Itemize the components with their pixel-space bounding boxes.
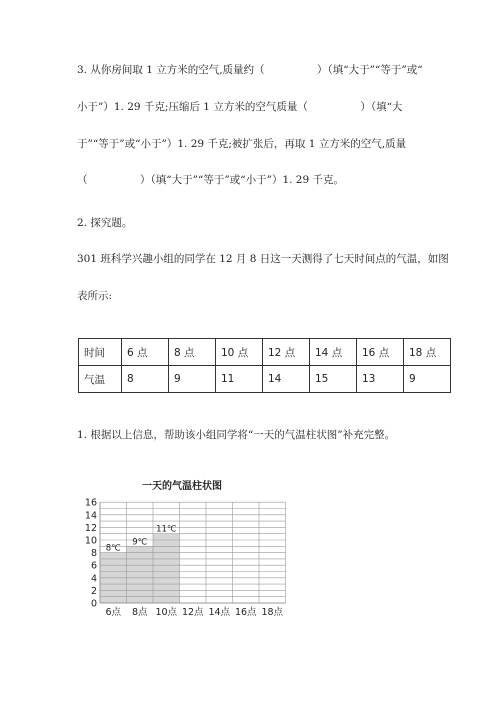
table-cell-temperature: 14 (263, 366, 310, 393)
question-3-line-4: （ ）（填“大于”“等于”或“小于”）1. 29 千克。 (77, 174, 345, 186)
chart-x-tick-label: 12点 (181, 607, 204, 618)
table-row-time (79, 339, 451, 366)
table-cell-temperature: 9 (169, 366, 216, 393)
task-instruction: 1. 根据以上信息，帮助该小组同学将“一天的气温柱状图”补充完整。 (77, 429, 396, 441)
chart-bar (153, 534, 180, 603)
table-cell-time: 16 点 (357, 339, 404, 366)
table-cell-time: 8 点 (169, 339, 216, 366)
table-cell-time: 6 点 (122, 339, 169, 366)
chart-y-tick-label: 12 (84, 522, 97, 534)
chart-x-tick-label: 6点 (105, 607, 122, 618)
chart-data-label: 9℃ (132, 537, 148, 548)
table-header-time: 时间 (79, 339, 122, 366)
chart-y-tick-label: 16 (84, 497, 97, 509)
question-3-line-2: 小于”）1. 29 千克;压缩后 1 立方米的空气质量（ ）（填“大 (77, 101, 403, 113)
temperature-bar-chart (80, 470, 300, 620)
chart-y-tick-label: 8 (90, 548, 97, 560)
table-cell-temperature: 15 (310, 366, 357, 393)
table-cell-time: 18 点 (404, 339, 451, 366)
chart-y-tick-label: 6 (90, 560, 97, 572)
chart-x-tick-label: 16点 (234, 607, 257, 618)
table-cell-time: 12 点 (263, 339, 310, 366)
chart-y-tick-label: 2 (90, 585, 97, 597)
table-cell-time: 14 点 (310, 339, 357, 366)
chart-title: 一天的气温柱状图 (142, 481, 222, 492)
question-3-line-3: 于”“等于”或“小于”）1. 29 千克;被扩张后，再取 1 立方米的空气,质量 (77, 138, 407, 150)
chart-y-tick-label: 10 (84, 535, 97, 547)
chart-data-label: 11℃ (156, 524, 177, 535)
table-row-temperature (79, 366, 451, 393)
chart-x-tick-label: 10点 (155, 607, 178, 618)
chart-bar (127, 546, 154, 603)
table-header-temperature: 气温 (79, 366, 122, 393)
explore-heading: 2. 探究题。 (77, 217, 133, 229)
table-cell-temperature: 8 (122, 366, 169, 393)
table-cell-temperature: 11 (216, 366, 263, 393)
chart-x-tick-label: 14点 (208, 607, 231, 618)
explore-intro-line-2: 表所示: (77, 290, 113, 302)
table-cell-temperature: 9 (404, 366, 451, 393)
question-3-line-1: 3. 从你房间取 1 立方米的空气,质量约（ ）（填“大于”“等于”或“ (77, 64, 423, 76)
chart-x-tick-label: 18点 (261, 607, 284, 618)
temperature-table (78, 338, 451, 393)
explore-intro-line-1: 301 班科学兴趣小组的同学在 12 月 8 日这一天测得了七天时间点的气温，如图 (77, 253, 449, 265)
chart-x-tick-label: 8点 (131, 607, 148, 618)
chart-data-label: 8℃ (105, 543, 121, 554)
table-cell-temperature: 13 (357, 366, 404, 393)
table-cell-time: 10 点 (216, 339, 263, 366)
chart-y-tick-label: 0 (90, 598, 97, 610)
chart-y-tick-label: 4 (90, 573, 97, 585)
chart-y-tick-label: 14 (84, 510, 97, 522)
